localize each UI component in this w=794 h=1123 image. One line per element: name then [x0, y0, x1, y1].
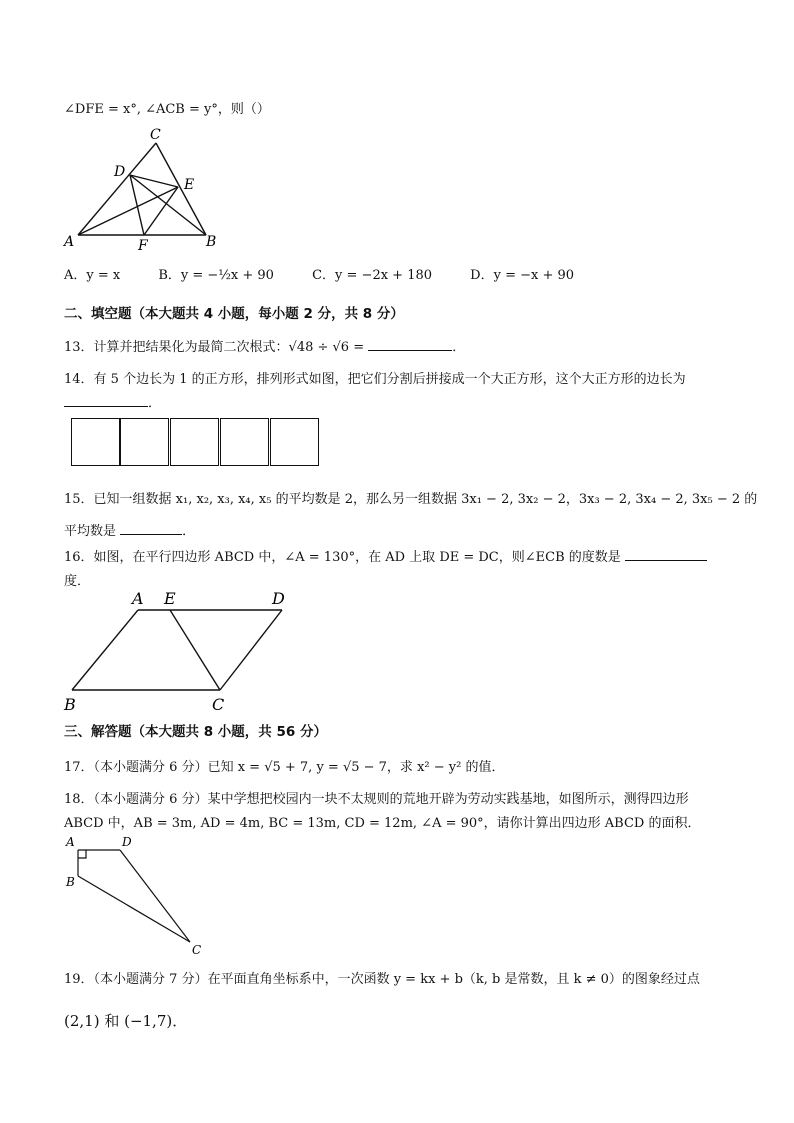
- section2-heading: 二、填空题（本大题共 4 小题，每小题 2 分，共 8 分）: [64, 306, 404, 322]
- q14-line2: [64, 392, 161, 411]
- q13: [64, 336, 465, 355]
- q14-square-5: [270, 418, 319, 466]
- q16-label-b: B: [64, 695, 76, 712]
- q12-options: [64, 264, 608, 283]
- q16-text: 16．如图，在平行四边形 ABCD 中，∠A = 130°，在 AD 上取 DE = DC，则∠ECB 的度数是: [64, 550, 621, 565]
- q15-line2-text: 平均数是: [64, 524, 117, 539]
- q13-end: ．: [452, 340, 466, 355]
- q12-label-e: E: [184, 177, 195, 193]
- q12-option-d[interactable]: D．y = −x + 90: [470, 268, 575, 283]
- q13-answer-blank[interactable]: [368, 338, 452, 351]
- q14-text: 14．有 5 个边长为 1 的正方形，排列形式如图，把它们分割后拼接成一个大正方形，这个大正方形的边长为: [64, 372, 686, 387]
- q18-label-a: A: [66, 835, 75, 849]
- q12-label-a: A: [64, 234, 75, 250]
- q12-label-f: F: [138, 238, 148, 254]
- q19-text: 19．（本小题满分 7 分）在平面直角坐标系中，一次函数 y = kx + b（k, b 是常数，且 k ≠ 0）的图象经过点: [64, 972, 700, 987]
- q16-line2: 度．: [64, 574, 91, 589]
- q14-square-4: [220, 418, 269, 466]
- q16-label-e: E: [164, 589, 176, 608]
- q19-line2: (2,1) 和 (−1,7)．: [64, 1012, 188, 1030]
- q12-label-d: D: [114, 164, 126, 180]
- q16-label-a: A: [132, 589, 144, 608]
- section3-heading: 三、解答题（本大题共 8 小题，共 56 分）: [64, 724, 327, 740]
- q17-text: 17．（本小题满分 6 分）已知 x = √5 + 7, y = √5 − 7，求 x² − y² 的值．: [64, 760, 505, 775]
- q14-end: ．: [148, 396, 162, 411]
- q12-option-c[interactable]: C．y = −2x + 180: [312, 268, 433, 283]
- q16-answer-blank[interactable]: [625, 548, 707, 561]
- q16: [64, 546, 707, 565]
- q12-label-b: B: [206, 234, 217, 250]
- q15-line2: [64, 520, 195, 539]
- q13-text: 13．计算并把结果化为最简二次根式：√48 ÷ √6 =: [64, 340, 365, 355]
- q18-quadrilateral-figure: [62, 830, 212, 958]
- q16-parallelogram-figure: [60, 586, 300, 712]
- q12-option-a[interactable]: A．y = x: [64, 268, 121, 283]
- q16-label-c: C: [212, 695, 225, 712]
- q12-triangle-figure: [60, 125, 230, 255]
- q18-line2: ABCD 中，AB = 3m, AD = 4m, BC = 13m, CD = 12m, ∠A = 90°，请你计算出四边形 ABCD 的面积．: [64, 816, 701, 831]
- q15-answer-blank[interactable]: [120, 522, 182, 535]
- q18-label-d: D: [122, 835, 132, 849]
- q16-label-d: D: [272, 589, 285, 608]
- q15-text: 15．已知一组数据 x₁, x₂, x₃, x₄, x₅ 的平均数是 2，那么另一组数据 3x₁ − 2, 3x₂ − 2，3x₃ − 2, 3x₄ − 2, 3x₅ − 2 的: [64, 492, 758, 507]
- q15-end: ．: [182, 524, 196, 539]
- q14-answer-blank[interactable]: [64, 394, 148, 407]
- q12-stem: ∠DFE = x°, ∠ACB = y°，则（）: [64, 102, 270, 117]
- q14-square-1: [71, 418, 120, 466]
- q12-option-b[interactable]: B．y = −½x + 90: [158, 268, 274, 283]
- q14-square-3: [170, 418, 219, 466]
- q18-label-b: B: [66, 875, 75, 889]
- q12-label-c: C: [150, 127, 161, 143]
- q18-label-c: C: [192, 943, 202, 957]
- q18-text: 18．（本小题满分 6 分）某中学想把校园内一块不太规则的荒地开辟为劳动实践基地，如图所示，测得四边形: [64, 792, 689, 807]
- q14-square-2: [120, 418, 169, 466]
